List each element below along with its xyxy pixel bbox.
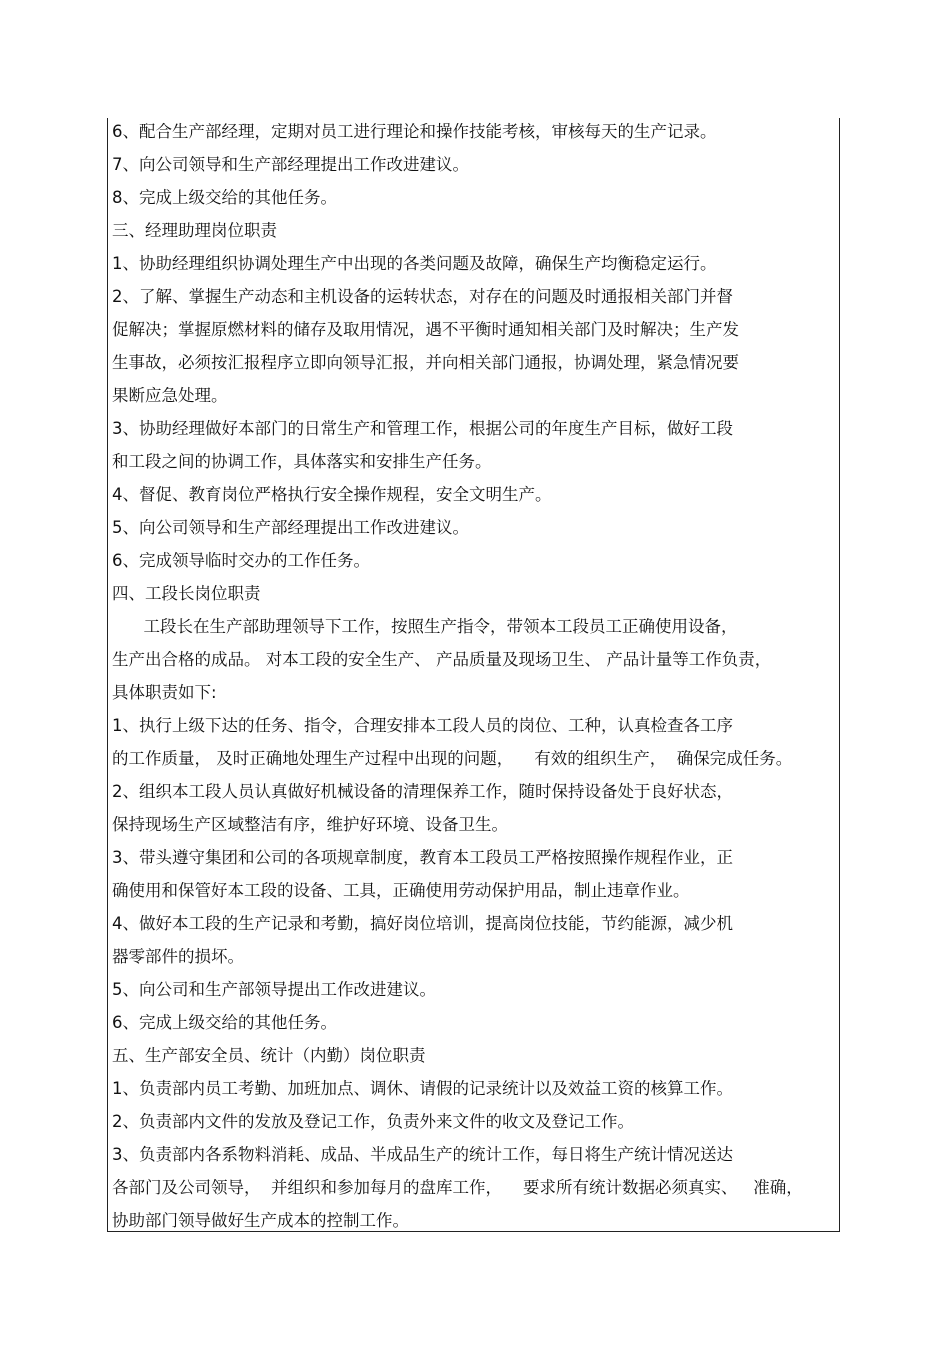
text-line: 生事故，必须按汇报程序立即向领导汇报，并向相关部门通报，协调处理，紧急情况要 bbox=[112, 353, 739, 372]
text-line: 4、做好本工段的生产记录和考勤，搞好岗位培训，提高岗位技能，节约能源，减少机 bbox=[112, 914, 733, 933]
text-line: 3、负责部内各系物料消耗、成品、半成品生产的统计工作，每日将生产统计情况送达 bbox=[112, 1145, 733, 1164]
text-line: 7、向公司领导和生产部经理提出工作改进建议。 bbox=[112, 155, 469, 174]
text-line: 6、配合生产部经理，定期对员工进行理论和操作技能考核，审核每天的生产记录。 bbox=[112, 122, 717, 141]
text-line: 8、完成上级交给的其他任务。 bbox=[112, 188, 337, 207]
text-line: 2、组织本工段人员认真做好机械设备的清理保养工作，随时保持设备处于良好状态， bbox=[112, 782, 733, 801]
text-line: 3、协助经理做好本部门的日常生产和管理工作，根据公司的年度生产目标，做好工段 bbox=[112, 419, 733, 438]
text-line: 5、向公司领导和生产部经理提出工作改进建议。 bbox=[112, 518, 469, 537]
text-line: 3、带头遵守集团和公司的各项规章制度，教育本工段员工严格按照操作规程作业，正 bbox=[112, 848, 733, 867]
text-line: 各部门及公司领导， 并组织和参加每月的盘库工作， 要求所有统计数据必须真实、 准确， bbox=[112, 1178, 803, 1197]
text-line: 果断应急处理。 bbox=[112, 386, 228, 405]
text-line: 6、完成领导临时交办的工作任务。 bbox=[112, 551, 370, 570]
text-line: 工段长在生产部助理领导下工作，按照生产指令，带领本工段员工正确使用设备， bbox=[112, 617, 738, 636]
text-line: 器零部件的损坏。 bbox=[112, 947, 244, 966]
text-line: 的工作质量， 及时正确地处理生产过程中出现的问题， 有效的组织生产， 确保完成任务。 bbox=[112, 749, 793, 768]
text-line: 1、协助经理组织协调处理生产中出现的各类问题及故障，确保生产均衡稳定运行。 bbox=[112, 254, 717, 273]
text-line: 2、了解、掌握生产动态和主机设备的运转状态，对存在的问题及时通报相关部门并督 bbox=[112, 287, 733, 306]
text-line: 协助部门领导做好生产成本的控制工作。 bbox=[112, 1211, 409, 1230]
text-line: 4、督促、教育岗位严格执行安全操作规程，安全文明生产。 bbox=[112, 485, 552, 504]
text-line: 促解决；掌握原燃材料的储存及取用情况，遇不平衡时通知相关部门及时解决；生产发 bbox=[112, 320, 739, 339]
section-heading: 四、工段长岗位职责 bbox=[112, 584, 261, 603]
section-heading: 五、生产部安全员、统计（内勤）岗位职责 bbox=[112, 1046, 426, 1065]
text-line: 保持现场生产区域整洁有序，维护好环境、设备卫生。 bbox=[112, 815, 508, 834]
text-line: 生产出合格的成品。 对本工段的安全生产、 产品质量及现场卫生、 产品计量等工作负责， bbox=[112, 650, 772, 669]
text-line: 2、负责部内文件的发放及登记工作，负责外来文件的收文及登记工作。 bbox=[112, 1112, 634, 1131]
text-line: 5、向公司和生产部领导提出工作改进建议。 bbox=[112, 980, 436, 999]
text-line: 6、完成上级交给的其他任务。 bbox=[112, 1013, 337, 1032]
text-line: 具体职责如下: bbox=[112, 683, 217, 702]
text-line: 和工段之间的协调工作，具体落实和安排生产任务。 bbox=[112, 452, 492, 471]
text-line: 1、执行上级下达的任务、指令，合理安排本工段人员的岗位、工种，认真检查各工序 bbox=[112, 716, 733, 735]
text-line: 确使用和保管好本工段的设备、工具，正确使用劳动保护用品，制止违章作业。 bbox=[112, 881, 690, 900]
section-heading: 三、经理助理岗位职责 bbox=[112, 221, 277, 240]
text-line: 1、负责部内员工考勤、加班加点、调休、请假的记录统计以及效益工资的核算工作。 bbox=[112, 1079, 733, 1098]
